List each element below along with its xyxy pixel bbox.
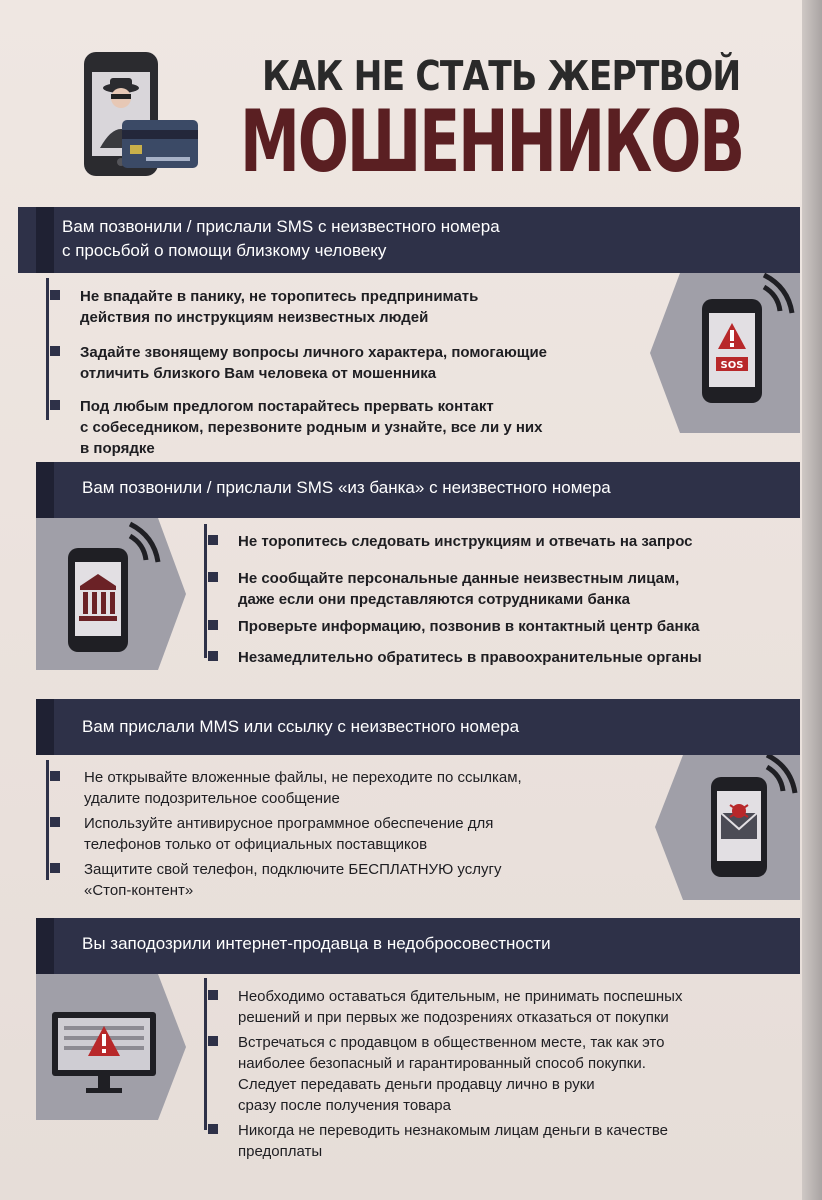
section-4-icon-panel — [36, 974, 186, 1120]
heading-marker — [36, 207, 54, 273]
bullet-square — [50, 346, 60, 356]
section-1-heading: Вам позвонили / прислали SMS с неизвестного номера с просьбой о помощи близкому человеку — [18, 207, 800, 273]
title-line-1: КАК НЕ СТАТЬ ЖЕРТВОЙ — [262, 52, 741, 100]
sos-label: SOS — [720, 360, 744, 371]
list-item: Незамедлительно обратитесь в правоохранительные органы — [238, 647, 702, 668]
list-item: Задайте звонящему вопросы личного характера, помогающие отличить близкого Вам человека от мошенника — [80, 342, 547, 384]
bullet-square — [50, 817, 60, 827]
section-4-rail — [204, 978, 207, 1130]
title-line-2: МОШЕННИКОВ — [240, 92, 743, 192]
list-item: Проверьте информацию, позвонив в контактный центр банка — [238, 616, 699, 637]
section-1-icon-panel — [650, 273, 800, 433]
list-item: Под любым предлогом постарайтесь прервать контакт с собеседником, перезвоните родным и узнайте, все ли у них в порядке — [80, 396, 542, 459]
list-item: Необходимо оставаться бдительным, не принимать поспешных решений и при первых же подозрениях отказаться от покупки — [238, 986, 682, 1028]
bullet-square — [208, 1124, 218, 1134]
bullet-square — [208, 990, 218, 1000]
section-2-heading: Вам позвонили / прислали SMS «из банка» с неизвестного номера — [36, 462, 800, 518]
section-4-heading: Вы заподозрили интернет-продавца в недобросовестности — [36, 918, 800, 974]
list-item: Не торопитесь следовать инструкциям и отвечать на запрос — [238, 531, 693, 552]
section-2-icon-panel — [36, 518, 186, 670]
phone-fraudster-icon — [82, 50, 202, 180]
section-2-rail — [204, 524, 207, 658]
heading-marker — [36, 462, 54, 518]
section-3-rail — [46, 760, 49, 880]
list-item: Никогда не переводить незнакомым лицам деньги в качестве предоплаты — [238, 1120, 668, 1162]
bullet-square — [208, 620, 218, 630]
bullet-square — [50, 771, 60, 781]
bullet-square — [208, 1036, 218, 1046]
section-3-heading: Вам прислали MMS или ссылку с неизвестного номера — [36, 699, 800, 755]
paper-edge — [802, 0, 822, 1200]
section-3-icon-panel — [655, 755, 800, 900]
list-item: Не сообщайте персональные данные неизвестным лицам, даже если они представляются сотрудниками банка — [238, 568, 679, 610]
bullet-square — [208, 651, 218, 661]
bullet-square — [50, 290, 60, 300]
list-item: Встречаться с продавцом в общественном месте, так как это наиболее безопасный и гарантированный способ покупки. Следует передавать деньги продавцу лично в руки сразу после получения товара — [238, 1032, 664, 1116]
list-item: Не впадайте в панику, не торопитесь предпринимать действия по инструкциям неизвестных людей — [80, 286, 478, 328]
section-1-rail — [46, 278, 49, 420]
bullet-square — [208, 572, 218, 582]
bullet-square — [50, 400, 60, 410]
list-item: Не открывайте вложенные файлы, не переходите по ссылкам, удалите подозрительное сообщение — [84, 767, 522, 809]
heading-marker — [36, 918, 54, 974]
heading-marker — [36, 699, 54, 755]
list-item: Используйте антивирусное программное обеспечение для телефонов только от официальных поставщиков — [84, 813, 493, 855]
bullet-square — [50, 863, 60, 873]
list-item: Защитите свой телефон, подключите БЕСПЛАТНУЮ услугу «Стоп-контент» — [84, 859, 501, 901]
bullet-square — [208, 535, 218, 545]
